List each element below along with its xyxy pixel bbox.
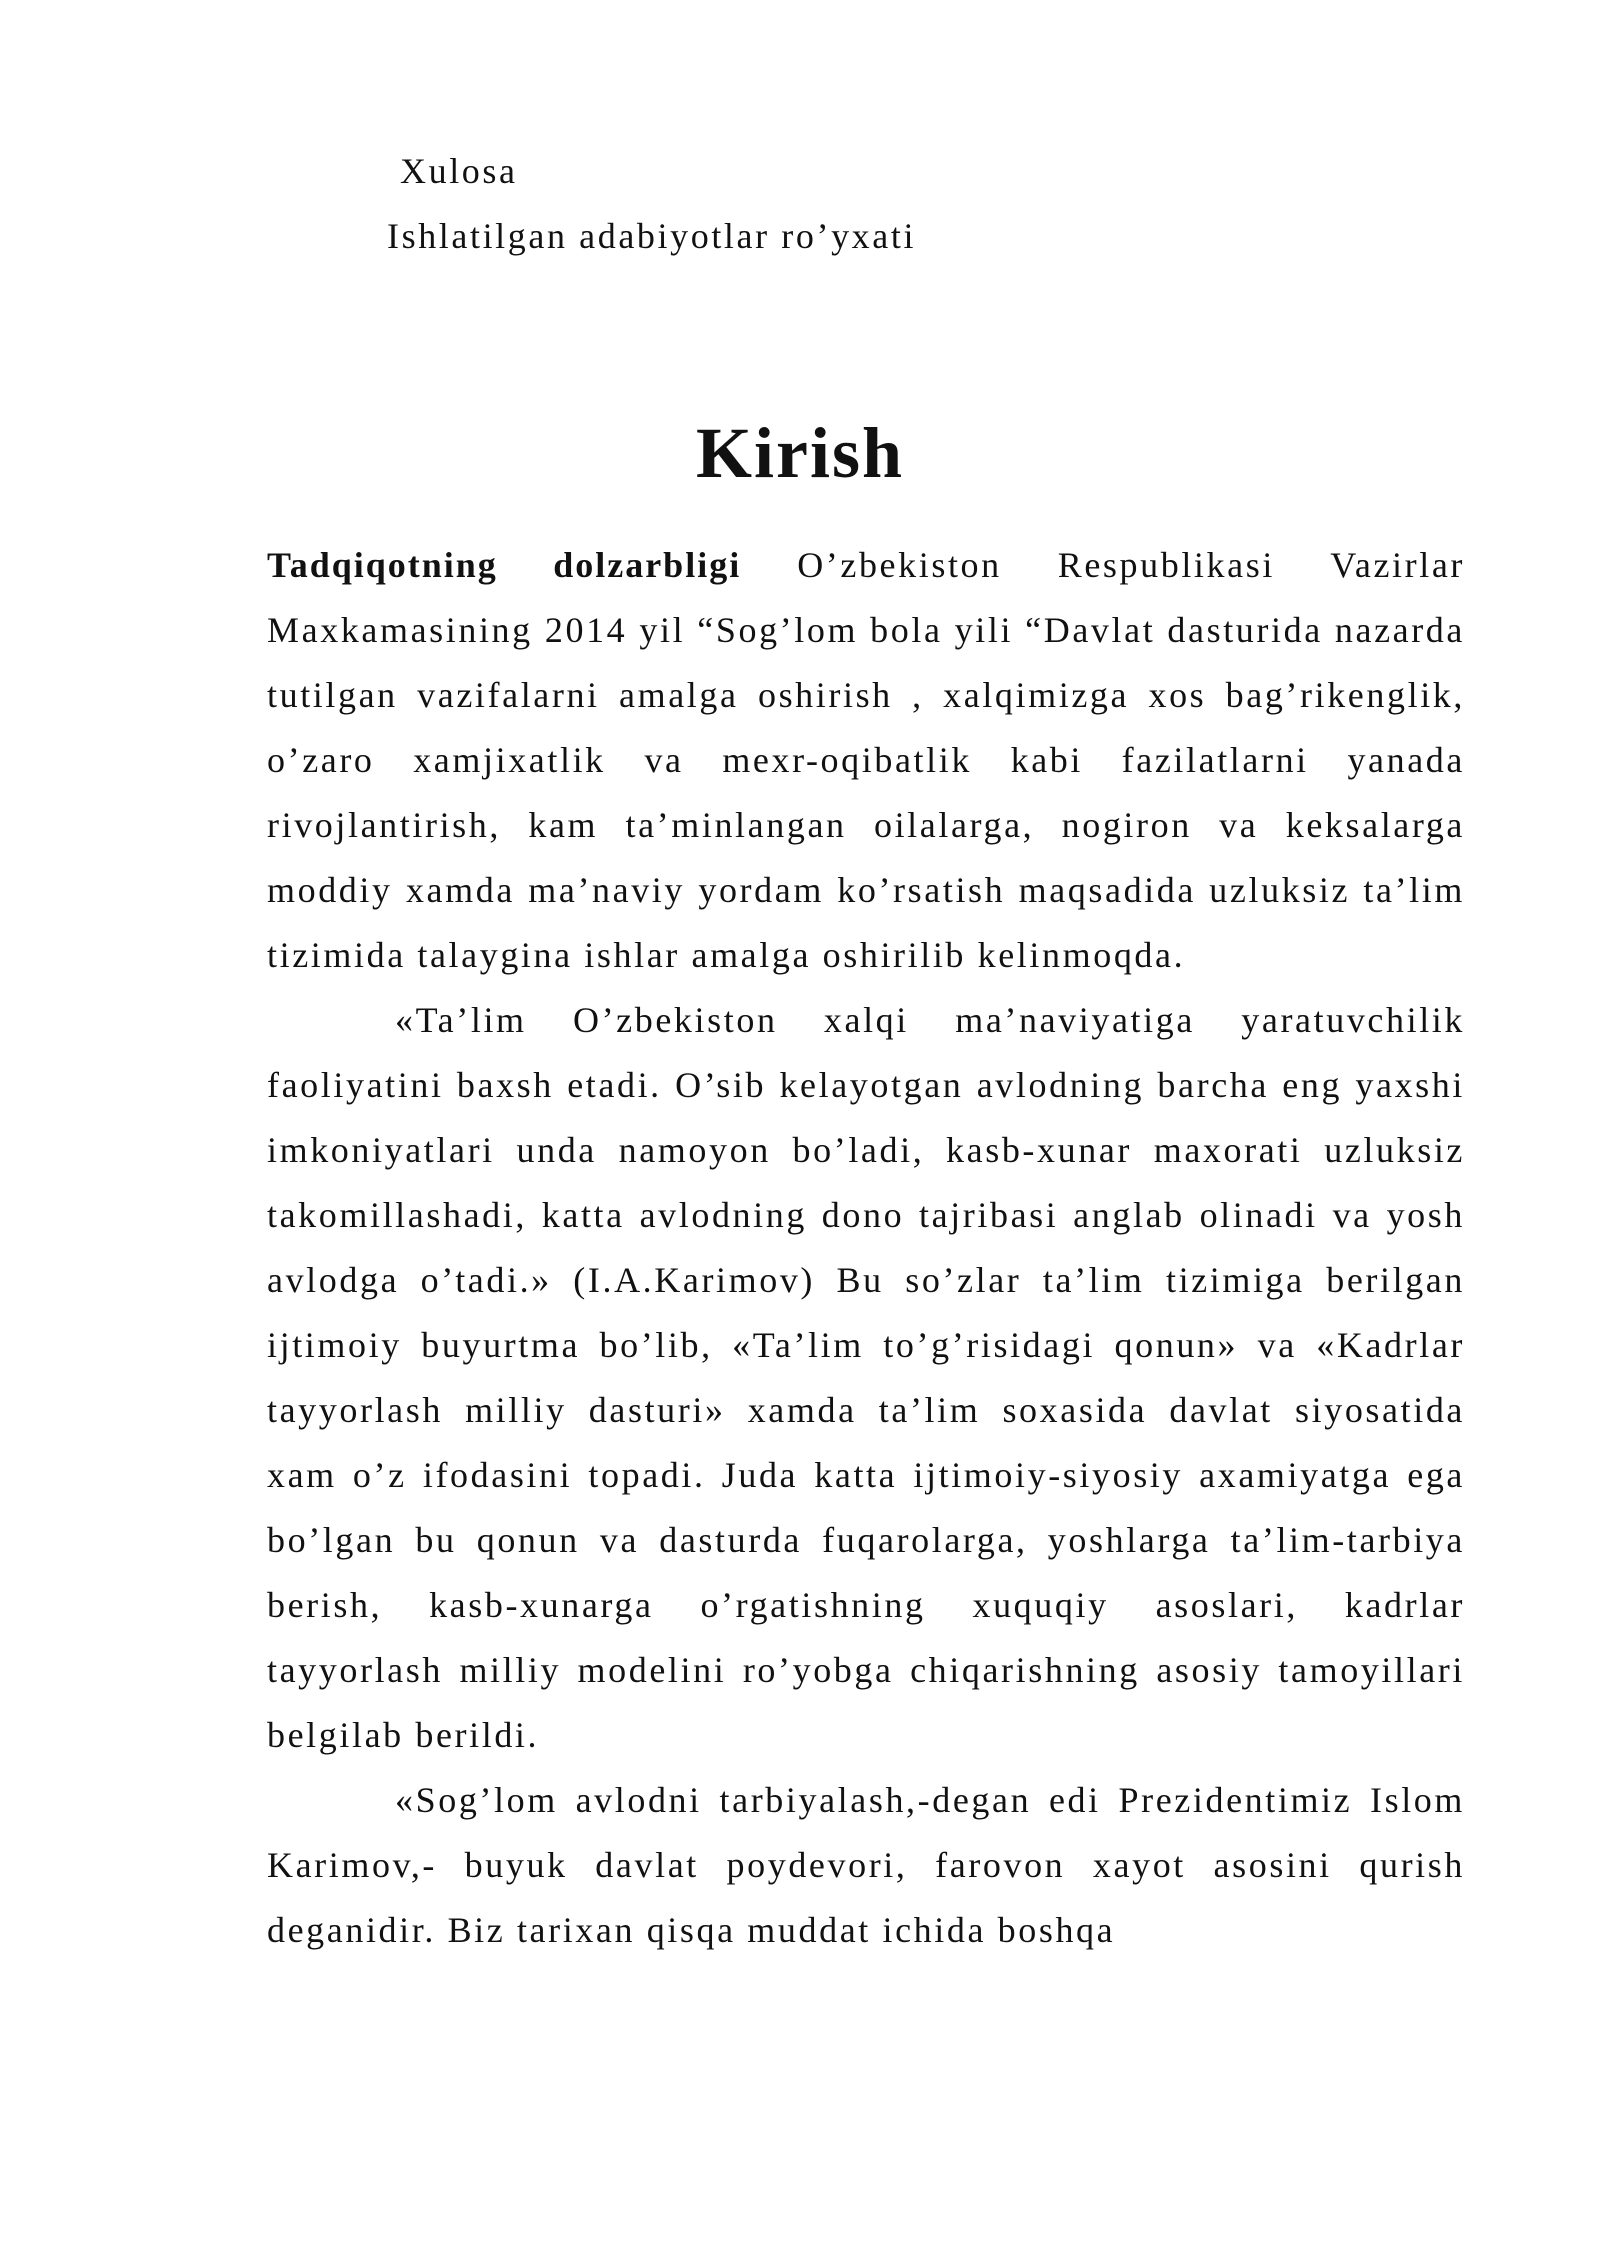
- paragraph-lead: Tadqiqotning dolzarbligi: [267, 545, 742, 585]
- body-text: [267, 533, 1465, 1963]
- section-heading: Kirish: [695, 413, 905, 493]
- paragraph-quote-education: «Ta’lim O’zbekiston xalqi ma’naviyatiga yaratuvchilik faoliyatini baxsh etadi. O’sib kelayotgan avlodning barcha eng yaxshi imkoniyatlari unda namoyon bo’ladi, kasb-xunar maxorati uzluksiz takomillashadi, katta avlodning dono tajribasi anglab olinadi va yosh avlodga o’tadi.» (I.A.Karimov) Bu so’zlar ta’lim tizimiga berilgan ijtimoiy buyurtma bo’lib, «Ta’lim to’g’risidagi qonun» va «Kadrlar tayyorlash milliy dasturi» xamda ta’lim soxasida davlat siyosatida xam o’z ifodasini topadi. Juda katta ijtimoiy-siyosiy axamiyatga ega bo’lgan bu qonun va dasturda fuqarolarga, yoshlarga ta’lim-tarbiya berish, kasb-xunarga o’rgatishning xuquqiy asoslari, kadrlar tayyorlash milliy modelini ro’yobga chiqarishning asosiy tamoyillari belgilab berildi.: [267, 1000, 1465, 1755]
- paragraph-quote-healthy-generation: «Sog’lom avlodni tarbiyalash,-degan edi Prezidentimiz Islom Karimov,- buyuk davlat poydevori, farovon xayot asosini qurish deganidir. Biz tarixan qisqa muddat ichida boshqa: [267, 1780, 1465, 1950]
- toc-item-conclusion: Xulosa: [400, 151, 518, 191]
- paragraph-relevance: [267, 533, 1465, 988]
- paragraph-text: O’zbekiston Respublikasi Vazirlar Maxkamasining 2014 yil “Sog’lom bola yili “Davlat dasturida nazarda tutilgan vazifalarni amalga oshirish , xalqimizga xos bag’rikenglik, o’zaro xamjixatlik va mexr-oqibatlik kabi fazilatlarni yanada rivojlantirish, kam ta’minlangan oilalarga, nogiron va keksalarga moddiy xamda ma’naviy yordam ko’rsatish maqsadida uzluksiz ta’lim tizimida talaygina ishlar amalga oshirilib kelinmoqda.: [267, 545, 1465, 975]
- toc-item-references: Ishlatilgan adabiyotlar ro’yxati: [387, 216, 917, 256]
